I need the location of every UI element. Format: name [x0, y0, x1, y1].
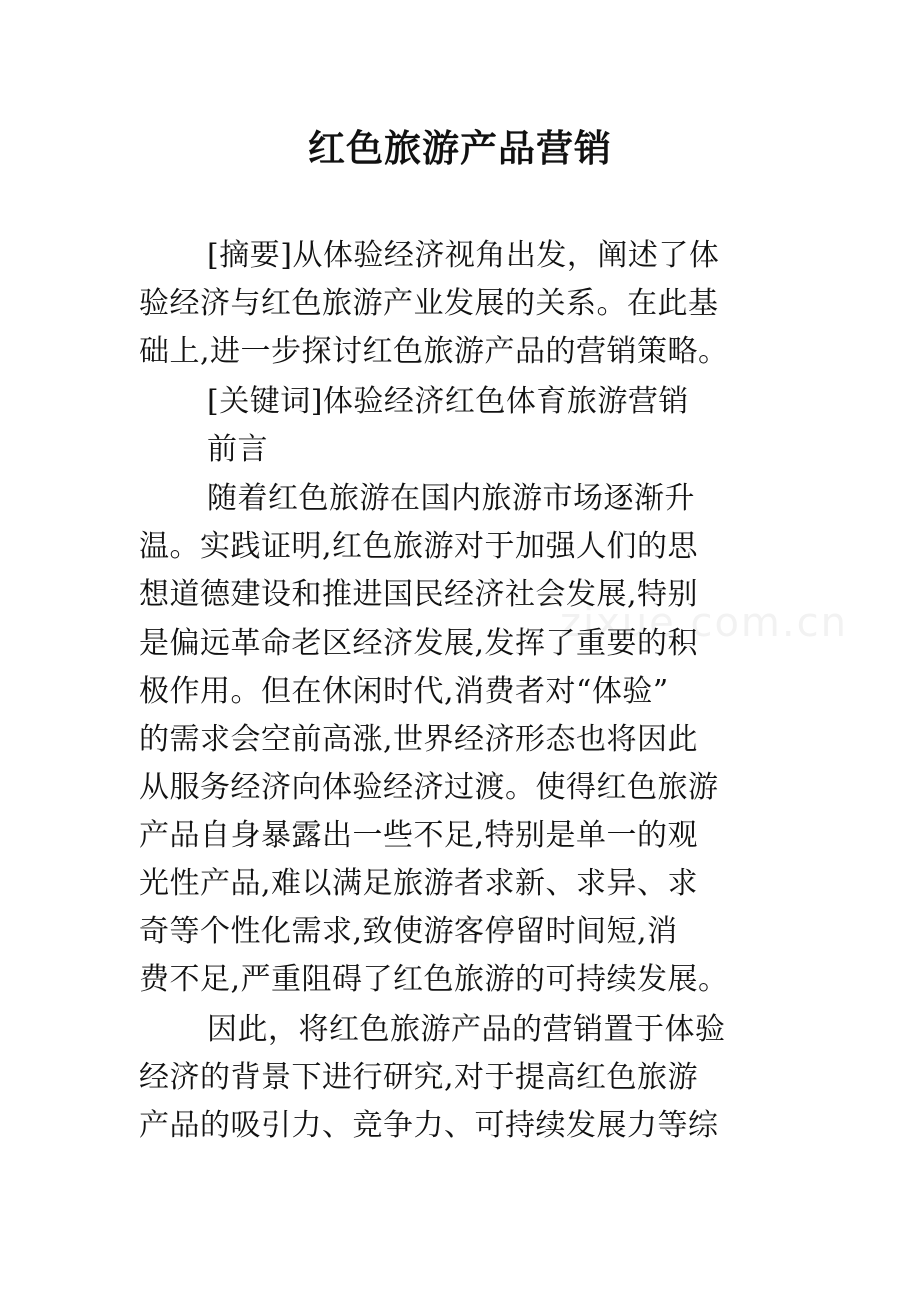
paragraph-2-line-2: 经济的背景下进行研究,对于提高红色旅游	[139, 1060, 699, 1095]
abstract-line-3: 础上,进一步探讨红色旅游产品的营销策略。	[139, 334, 729, 369]
paragraph-1-line-6: 的需求会空前高涨,世界经济形态也将因此	[139, 722, 699, 757]
abstract-line-2: 验经济与红色旅游产业发展的关系。在此基	[139, 286, 719, 321]
document-title: 红色旅游产品营销	[308, 126, 612, 170]
paragraph-1-line-1: 随着红色旅游在国内旅游市场逐渐升	[207, 481, 695, 516]
paragraph-2-line-3: 产品的吸引力、竞争力、可持续发展力等综	[139, 1108, 719, 1143]
paragraph-1-line-7: 从服务经济向体验经济过渡。使得红色旅游	[139, 770, 719, 805]
watermark: zixue.com.cn	[560, 600, 848, 646]
section-heading-preface: 前言	[207, 432, 268, 467]
paragraph-1-line-9: 光性产品,难以满足旅游者求新、求异、求	[139, 866, 699, 901]
paragraph-1-line-4: 是偏远革命老区经济发展,发挥了重要的积	[139, 626, 699, 661]
abstract-line-1: [摘要]从体验经济视角出发，阐述了体	[207, 238, 720, 273]
paragraph-1-line-5: 极作用。但在休闲时代,消费者对“体验”	[139, 674, 669, 709]
paragraph-1-line-2: 温。实践证明,红色旅游对于加强人们的思	[139, 529, 699, 564]
paragraph-1-line-3: 想道德建设和推进国民经济社会发展,特别	[139, 577, 699, 612]
paragraph-1-line-8: 产品自身暴露出一些不足,特别是单一的观	[139, 818, 699, 853]
paragraph-1-line-11: 费不足,严重阻碍了红色旅游的可持续发展。	[139, 962, 729, 997]
paragraph-2-line-1: 因此，将红色旅游产品的营销置于体验	[207, 1012, 726, 1047]
keywords-line: [关键词]体验经济红色体育旅游营销	[207, 384, 689, 419]
paragraph-1-line-10: 奇等个性化需求,致使游客停留时间短,消	[139, 914, 678, 949]
